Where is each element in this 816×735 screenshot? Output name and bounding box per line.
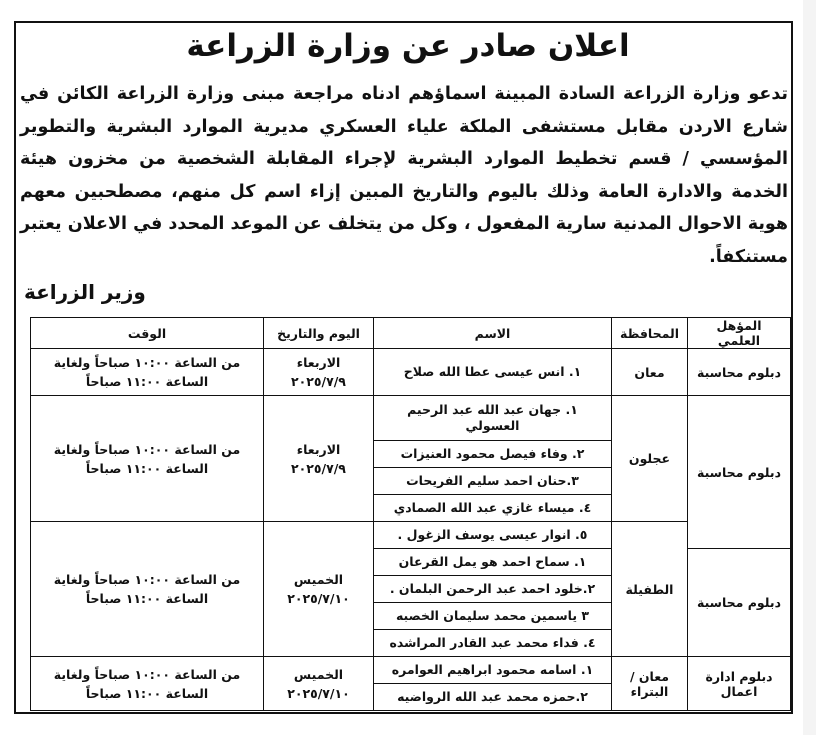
interview-schedule-table (30, 317, 791, 711)
table-row (31, 657, 791, 684)
candidate-name: ٢. وفاء فيصل محمود العنيزات (374, 441, 612, 468)
header-day-date: اليوم والتاريخ (264, 318, 374, 349)
time-cell: من الساعة ١٠:٠٠ صباحاً ولغاية الساعة ١١:٠٠ صباحاً (31, 349, 264, 396)
header-name: الاسم (374, 318, 612, 349)
table-header-row (31, 318, 791, 349)
page-edge (803, 0, 816, 735)
candidate-name: ٤. فداء محمد عبد القادر المراشده (374, 630, 612, 657)
time-cell: من الساعة ١٠:٠٠ صباحاً ولغاية الساعة ١١:٠٠ صباحاً (31, 396, 264, 522)
time-cell: من الساعة ١٠:٠٠ صباحاً ولغاية الساعة ١١:٠٠ صباحاً (31, 657, 264, 711)
signature: وزير الزراعة (24, 280, 146, 304)
governorate-cell: معان (612, 349, 688, 396)
qualification-cell: دبلوم محاسبة (688, 349, 791, 396)
day-date-cell: الاربعاء ٢٠٢٥/٧/٩ (264, 396, 374, 522)
candidate-name: ١. جهان عبد الله عبد الرحيم العسولي (374, 396, 612, 441)
candidate-name: ٣ ياسمين محمد سليمان الخصبه (374, 603, 612, 630)
table-row (31, 349, 791, 396)
candidate-name: ١. انس عيسى عطا الله صلاح (374, 349, 612, 396)
qualification-cell: دبلوم ادارة اعمال (688, 657, 791, 711)
candidate-name: ٤. ميساء غازي عبد الله الصمادي (374, 495, 612, 522)
governorate-cell: معان / البتراء (612, 657, 688, 711)
header-governorate: المحافظة (612, 318, 688, 349)
candidate-name: ٢.خلود احمد عبد الرحمن البلمان . (374, 576, 612, 603)
governorate-cell: عجلون (612, 396, 688, 522)
time-cell: من الساعة ١٠:٠٠ صباحاً ولغاية الساعة ١١:٠٠ صباحاً (31, 522, 264, 657)
day-date-cell: الخميس ٢٠٢٥/٧/١٠ (264, 657, 374, 711)
candidate-name: ٥. انوار عيسى يوسف الزغول . (374, 522, 612, 549)
announcement-body: تدعو وزارة الزراعة السادة المبينة اسماؤهم ادناه مراجعة مبنى وزارة الزراعة الكائن في شارع الاردن مقابل مستشفى الملكة علياء العسكري مديرية الموارد البشرية والتطوير المؤسسي / قسم تخطيط الموارد البشرية لإجراء المقابلة الشخصية من مخزون هيئة الخدمة والادارة العامة وذلك باليوم والتاريخ المبين إزاء اسم كل منهم، مصطحبين معهم هوية الاحوال المدنية سارية المفعول ، وكل من يتخلف عن الموعد المحدد في الاعلان يعتبر مستنكفاً. (20, 84, 788, 267)
qualification-cell: دبلوم محاسبة (688, 549, 791, 657)
header-qualification: المؤهل العلمي (688, 318, 791, 349)
day-date-cell: الخميس ٢٠٢٥/٧/١٠ (264, 522, 374, 657)
candidate-name: ١. اسامه محمود ابراهيم العوامره (374, 657, 612, 684)
table-row (31, 396, 791, 441)
candidate-name: ٣.حنان احمد سليم الفريحات (374, 468, 612, 495)
day-date-cell: الاربعاء ٢٠٢٥/٧/٩ (264, 349, 374, 396)
candidate-name: ٢.حمزه محمد عبد الله الرواضيه (374, 684, 612, 711)
qualification-cell: دبلوم محاسبة (688, 396, 791, 549)
governorate-cell: الطفيلة (612, 522, 688, 657)
header-time: الوقت (31, 318, 264, 349)
announcement-title: اعلان صادر عن وزارة الزراعة (186, 28, 630, 64)
table-row (31, 522, 791, 549)
candidate-name: ١. سماح احمد هو يمل القرعان (374, 549, 612, 576)
